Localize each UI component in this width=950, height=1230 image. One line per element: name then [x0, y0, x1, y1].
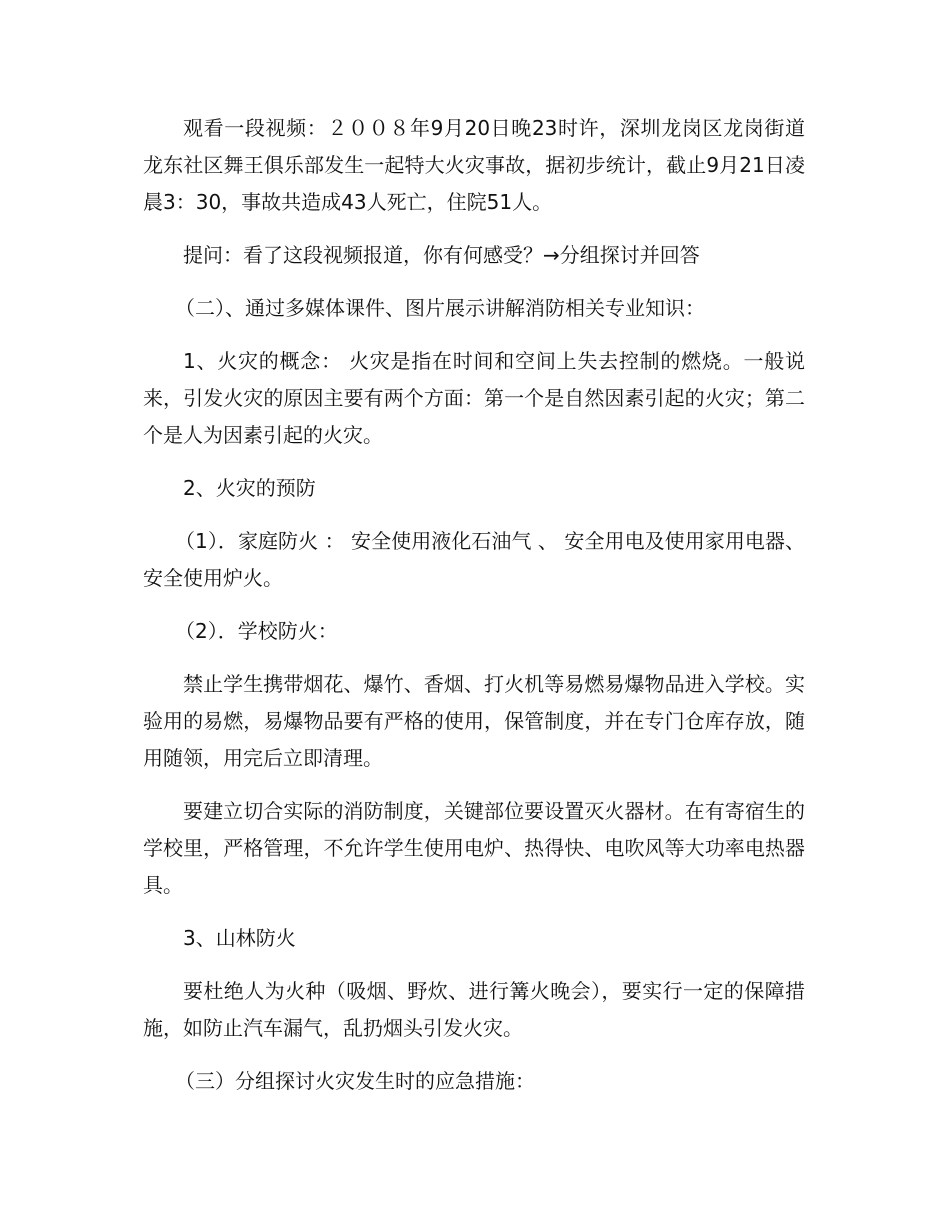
paragraph-home-fire-prevention: （1）．家庭防火 ： 安全使用液化石油气 、 安全用电及使用家用电器、 安全使用炉火。	[143, 529, 805, 590]
document-body	[143, 110, 805, 1116]
paragraph-fire-concept: 1、火灾的概念： 火灾是指在时间和空间上失去控制的燃烧。一般说来，引发火灾的原因主要有两个方面：第一个是自然因素引起的火灾；第二个是人为因素引起的火灾。	[143, 349, 805, 447]
paragraph-school-fire-system: 要建立切合实际的消防制度，关键部位要设置灭火器材。在有寄宿生的学校里，严格管理，不允许学生使用电炉、热得快、电吹风等大功率电热器具。	[143, 799, 805, 897]
paragraph-section-three-heading: （三）分组探讨火灾发生时的应急措施：	[175, 1069, 535, 1093]
paragraph-school-prohibitions: 禁止学生携带烟花、爆竹、香烟、打火机等易燃易爆物品进入学校。实验用的易燃，易爆物品要有严格的使用，保管制度，并在专门仓库存放，随用随领，用完后立即清理。	[143, 672, 805, 770]
paragraph-question: 提问：看了这段视频报道，你有何感受？→分组探讨并回答	[183, 243, 700, 267]
paragraph-fire-prevention-heading: 2、火灾的预防	[183, 476, 316, 500]
paragraph-section-two-heading: （二）、通过多媒体课件、图片展示讲解消防相关专业知识：	[175, 296, 705, 320]
paragraph-school-fire-prevention-heading: （2）．学校防火：	[175, 619, 338, 643]
paragraph-forest-fire-heading: 3、山林防火	[183, 926, 296, 950]
paragraph-forest-fire-measures: 要杜绝人为火种（吸烟、野炊、进行篝火晚会），要实行一定的保障措施，如防止汽车漏气，乱扔烟头引发火灾。	[143, 979, 805, 1040]
paragraph-video-intro: 观看一段视频：２００８年9月20日晚23时许，深圳龙岗区龙岗街道龙东社区舞王俱乐部发生一起特大火灾事故，据初步统计，截止9月21日凌晨3：30，事故共造成43人死亡，住院51人。	[143, 116, 805, 214]
